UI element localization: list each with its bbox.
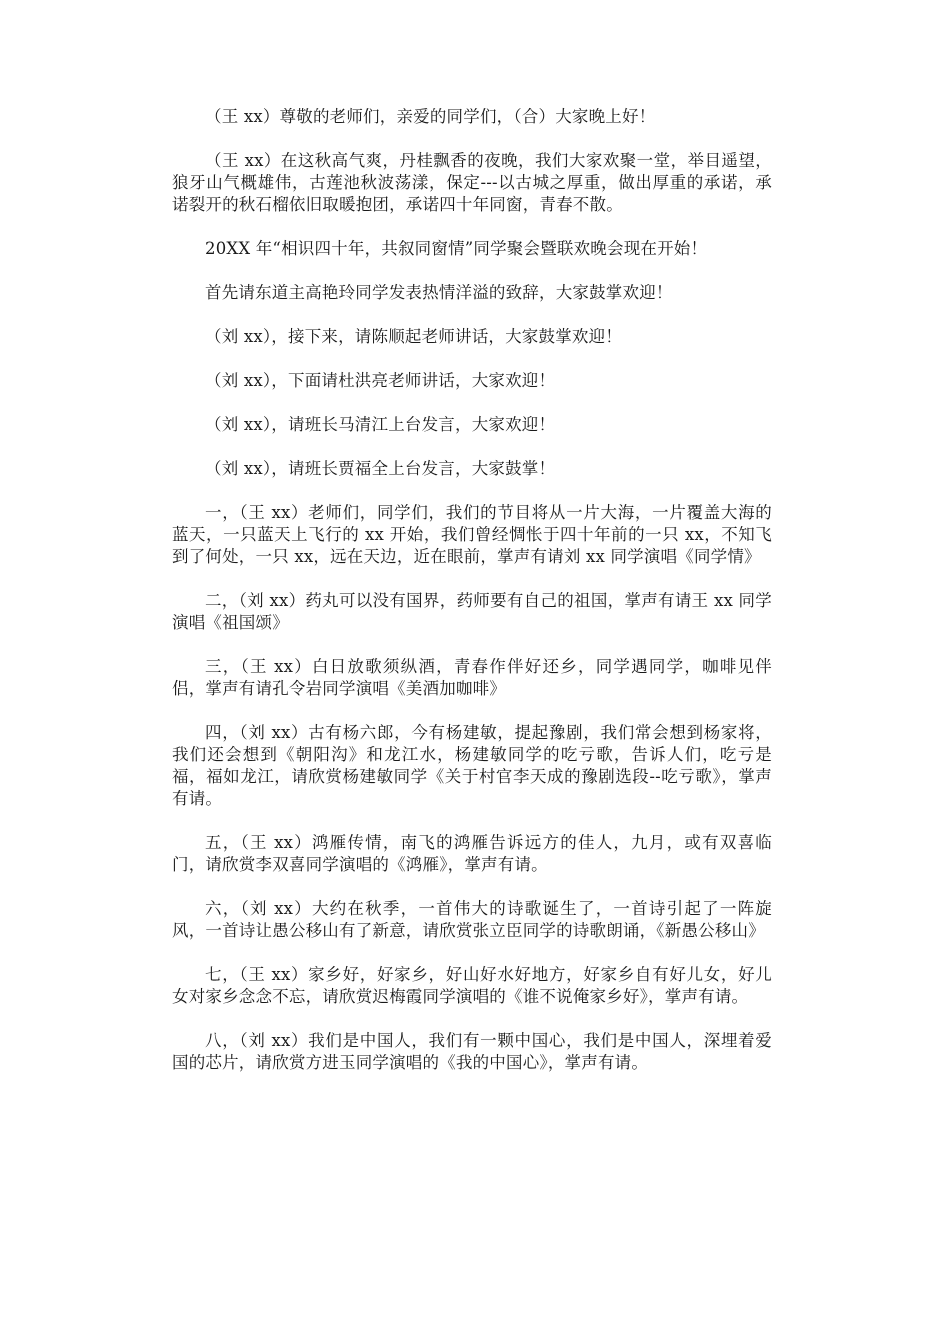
greeting-paragraph: （王 xx）尊敬的老师们，亲爱的同学们，（合）大家晚上好！ xyxy=(205,107,656,126)
event-start-paragraph: 20XX 年“相识四十年，共叙同窗情”同学聚会暨联欢晚会现在开始！ xyxy=(205,239,708,258)
host-speech-paragraph: 首先请东道主高艳玲同学发表热情洋溢的致辞，大家鼓掌欢迎！ xyxy=(205,283,673,302)
program-item-paragraph: 七，（王 xx）家乡好，好家乡，好山好水好地方，好家乡自有好儿女，好儿女对家乡念念不忘，请欣赏迟梅霞同学演唱的《谁不说俺家乡好》，掌声有请。 xyxy=(172,965,772,1006)
document-body xyxy=(172,106,772,1096)
program-item-paragraph: 四，（刘 xx）古有杨六郎，今有杨建敏，提起豫剧，我们常会想到杨家将，我们还会想到《朝阳沟》和龙江水，杨建敏同学的吃亏歌，告诉人们，吃亏是福，福如龙江，请欣赏杨建敏同学《关于村官李天成的豫剧选段--吃亏歌》，掌声有请。 xyxy=(172,723,772,808)
program-item-paragraph: 六，（刘 xx）大约在秋季，一首伟大的诗歌诞生了，一首诗引起了一阵旋风，一首诗让愚公移山有了新意，请欣赏张立臣同学的诗歌朗诵，《新愚公移山》 xyxy=(172,899,772,940)
program-item-paragraph: 一，（王 xx）老师们，同学们，我们的节目将从一片大海，一片覆盖大海的蓝天，一只蓝天上飞行的 xx 开始，我们曾经惆怅于四十年前的一只 xx，不知飞到了何处，一只 xx，远在天边，近在眼前，掌声有请刘 xx 同学演唱《同学情》 xyxy=(172,503,772,566)
program-item-paragraph: 八，（刘 xx）我们是中国人，我们有一颗中国心，我们是中国人，深埋着爱国的芯片，请欣赏方进玉同学演唱的《我的中国心》，掌声有请。 xyxy=(172,1031,772,1072)
monitor-speech-paragraph: （刘 xx），请班长贾福全上台发言，大家鼓掌！ xyxy=(205,459,556,478)
teacher-speech-paragraph: （刘 xx），下面请杜洪亮老师讲话，大家欢迎！ xyxy=(205,371,556,390)
program-item-paragraph: 五，（王 xx）鸿雁传情，南飞的鸿雁告诉远方的佳人，九月，或有双喜临门，请欣赏李双喜同学演唱的《鸿雁》，掌声有请。 xyxy=(172,833,772,874)
teacher-speech-paragraph: （刘 xx），接下来，请陈顺起老师讲话，大家鼓掌欢迎！ xyxy=(205,327,623,346)
monitor-speech-paragraph: （刘 xx），请班长马清江上台发言，大家欢迎！ xyxy=(205,415,556,434)
program-item-paragraph: 三，（王 xx）白日放歌须纵酒，青春作伴好还乡，同学遇同学，咖啡见伴侣，掌声有请孔令岩同学演唱《美酒加咖啡》 xyxy=(172,657,772,698)
program-item-paragraph: 二，（刘 xx）药丸可以没有国界，药师要有自己的祖国，掌声有请王 xx 同学演唱《祖国颂》 xyxy=(172,591,772,632)
opening-paragraph: （王 xx）在这秋高气爽，丹桂飘香的夜晚，我们大家欢聚一堂，举目遥望，狼牙山气概雄伟，古莲池秋波荡漾，保定---以古城之厚重，做出厚重的承诺，承诺裂开的秋石榴依旧取暖抱团，承诺四十年同窗，青春不散。 xyxy=(172,151,772,214)
